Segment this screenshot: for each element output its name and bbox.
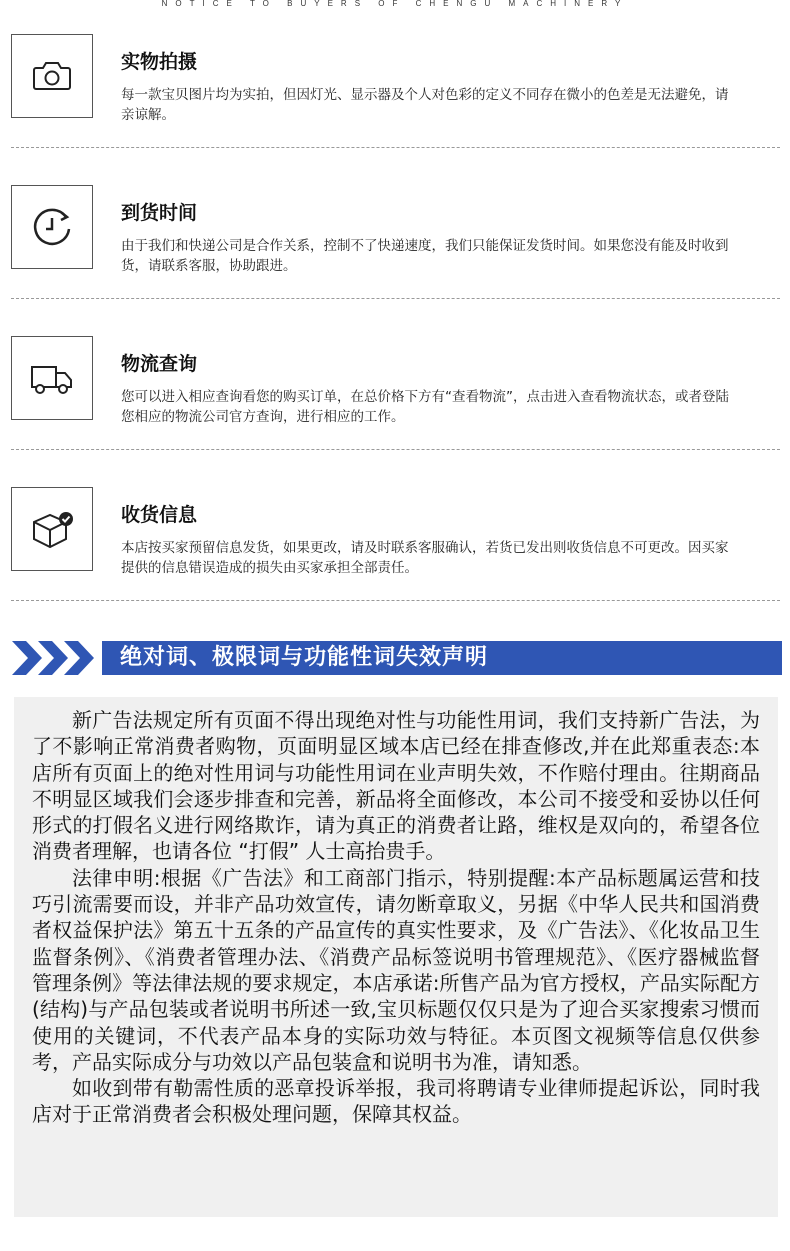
section-header	[12, 641, 782, 675]
item-title: 物流查询	[121, 353, 198, 375]
section-title: 绝对词、极限词与功能性词失效声明	[120, 645, 489, 670]
disclaimer-paragraph: 如收到带有勒需性质的恶章投诉举报，我司将聘请专业律师提起诉讼，同时我店对于正常消费者会积极处理问题，保障其权益。	[32, 1076, 760, 1127]
truck-icon-box	[11, 336, 93, 420]
item-title: 实物拍摄	[121, 51, 198, 73]
truck-icon	[28, 354, 76, 402]
divider	[11, 147, 780, 148]
camera-icon-box	[11, 34, 93, 118]
header-banner: NOTICE TO BUYERS OF CHENGU MACHINERY	[161, 0, 629, 8]
clock-icon	[28, 203, 76, 251]
clock-icon-box	[11, 185, 93, 269]
disclaimer-paragraph: 法律申明:根据《广告法》和工商部门指示，特别提醒:本产品标题属运营和技巧引流需要而设，并非产品功效宣传，请勿断章取义，另据《中华人民共和国消费者权益保护法》第五十五条的产品宣传的真实性要求，及《广告法》、《化妆品卫生监督条例》、《消费者管理办法、《消费产品标签说明书管理规范》、《医疗器械监督管理条例》等法律法规的要求规定，本店承诺:所售产品为官方授权，产品实际配方(结构)与产品包装或者说明书所述一致,宝贝标题仅仅只是为了迎合买家搜索习惯而使用的关键词，不代表产品本身的实际功效与特征。本页图文视频等信息仅供参考，产品实际成分与功效以产品包装盒和说明书为准，请知悉。	[32, 865, 760, 1074]
item-desc: 由于我们和快递公司是合作关系，控制不了快递速度，我们只能保证发货时间。如果您没有能及时收到货，请联系客服，协助跟进。	[121, 238, 729, 274]
disclaimer-paragraph: 新广告法规定所有页面不得出现绝对性与功能性用词，我们支持新广告法，为了不影响正常消费者购物，页面明显区域本店已经在排查修改,并在此郑重表态:本店所有页面上的绝对性用词与功能性用词在业声明失效，不作赔付理由。往期商品不明显区域我们会逐步排查和完善，新品将全面修改，本公司不接受和妥协以任何形式的打假名义进行网络欺诈，请为真正的消费者让路，维权是双向的，希望各位消费者理解，也请各位 “打假” 人士高抬贵手。	[32, 708, 760, 864]
divider	[11, 600, 780, 601]
item-title: 收货信息	[121, 504, 198, 526]
item-desc: 您可以进入相应查询看您的购买订单，在总价格下方有“查看物流”，点击进入查看物流状态，或者登陆您相应的物流公司官方查询，进行相应的工作。	[121, 389, 729, 425]
divider	[11, 449, 780, 450]
item-title: 到货时间	[121, 202, 198, 224]
package-check-icon-box	[11, 487, 93, 571]
item-desc: 本店按买家预留信息发货，如果更改，请及时联系客服确认，若货已发出则收货信息不可更改。因买家提供的信息错误造成的损失由买家承担全部责任。	[121, 540, 729, 576]
disclaimer-box	[14, 697, 778, 1217]
item-desc: 每一款宝贝图片均为实拍，但因灯光、显示器及个人对色彩的定义不同存在微小的色差是无法避免，请亲谅解。	[121, 87, 729, 123]
package-check-icon	[28, 505, 76, 553]
triple-chevron-icon	[12, 641, 104, 675]
divider	[11, 298, 780, 299]
camera-icon	[28, 52, 76, 100]
